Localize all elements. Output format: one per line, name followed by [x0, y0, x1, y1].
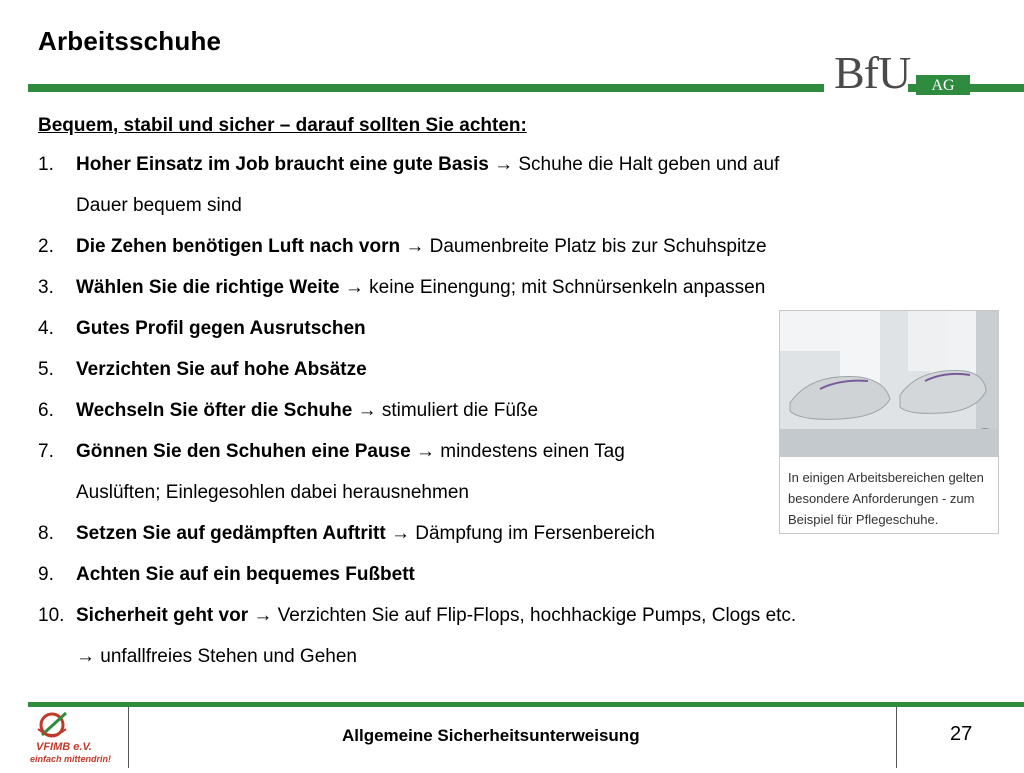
list-item-detail: Dämpfung im Fersenbereich: [409, 523, 655, 544]
page-number: 27: [950, 723, 973, 745]
photo-card: [779, 310, 999, 534]
footer-rule: [28, 702, 1024, 707]
list-item-number: 10.: [38, 605, 65, 626]
list-item: [38, 154, 779, 176]
list-item-number: 6.: [38, 400, 54, 421]
list-item-detail: stimuliert die Füße: [376, 400, 539, 421]
list-item-heading: Achten Sie auf ein bequemes Fußbett: [76, 564, 415, 585]
nursing-shoes-photo: [780, 311, 998, 457]
arrow-icon: →: [76, 646, 95, 667]
list-item-heading: Sicherheit geht vor: [76, 605, 249, 626]
vfimb-slogan: einfach mittendrin!: [30, 754, 112, 764]
section-subtitle: Bequem, stabil und sicher – darauf sollten Sie achten:: [38, 115, 527, 136]
list-item-heading: Gönnen Sie den Schuhen eine Pause: [76, 441, 411, 462]
arrow-icon: →: [494, 154, 514, 175]
arrow-icon: →: [390, 523, 410, 544]
list-item-number: 1.: [38, 154, 54, 175]
list-item: [38, 564, 415, 586]
footer-title: Allgemeine Sicherheitsunterweisung: [342, 726, 640, 745]
list-item: [38, 605, 796, 627]
list-item-detail: Verzichten Sie auf Flip-Flops, hochhackige Pumps, Clogs etc.: [272, 605, 797, 626]
list-item: [38, 318, 366, 340]
list-item-detail: unfallfreies Stehen und Gehen: [95, 646, 357, 667]
list-item-continuation: Auslüften; Einlegesohlen dabei herausnehmen: [76, 482, 469, 503]
arrow-icon: →: [253, 605, 273, 626]
list-item-number: 7.: [38, 441, 54, 462]
arrow-icon: →: [415, 441, 435, 462]
list-item-number: 5.: [38, 359, 54, 380]
list-item: [38, 236, 767, 258]
list-item-heading: Wechseln Sie öfter die Schuhe: [76, 400, 353, 421]
list-item-detail: keine Einengung; mit Schnürsenkeln anpassen: [363, 277, 766, 298]
vfimb-org-name: VFIMB e.V.: [36, 741, 92, 753]
list-item-detail: Schuhe die Halt geben und auf: [513, 154, 780, 175]
arrow-icon: →: [357, 400, 377, 421]
list-item-detail: mindestens einen Tag: [434, 441, 625, 462]
list-item-number: 3.: [38, 277, 54, 298]
bfu-logo-ag-badge: AG: [916, 75, 970, 95]
footer-divider: [896, 707, 897, 768]
list-item-continuation: Dauer bequem sind: [76, 195, 242, 216]
list-item-heading: Setzen Sie auf gedämpften Auftritt: [76, 523, 386, 544]
list-item-continuation: [76, 646, 357, 668]
list-item: [38, 359, 367, 381]
list-item-number: 2.: [38, 236, 54, 257]
list-item: [38, 277, 765, 299]
arrow-icon: →: [344, 277, 364, 298]
list-item-number: 4.: [38, 318, 54, 339]
list-item-heading: Verzichten Sie auf hohe Absätze: [76, 359, 367, 380]
list-item-heading: Die Zehen benötigen Luft nach vorn: [76, 236, 401, 257]
footer-divider: [128, 707, 129, 768]
list-item-heading: Gutes Profil gegen Ausrutschen: [76, 318, 366, 339]
list-item-number: 9.: [38, 564, 54, 585]
list-item: [38, 523, 655, 545]
list-item: [38, 400, 538, 422]
list-item: [38, 441, 625, 463]
arrow-icon: →: [405, 236, 425, 257]
header-rule: [28, 84, 824, 92]
photo-caption: In einigen Arbeitsbereichen gelten besondere Anforderungen - zum Beispiel für Pflegeschuhe.: [788, 470, 984, 527]
list-item-heading: Wählen Sie die richtige Weite: [76, 277, 340, 298]
list-item-detail: Daumenbreite Platz bis zur Schuhspitze: [424, 236, 767, 257]
bfu-logo: BfU: [834, 47, 911, 98]
list-item-number: 8.: [38, 523, 54, 544]
list-item-heading: Hoher Einsatz im Job braucht eine gute Basis: [76, 154, 489, 175]
page-title: Arbeitsschuhe: [38, 26, 222, 56]
